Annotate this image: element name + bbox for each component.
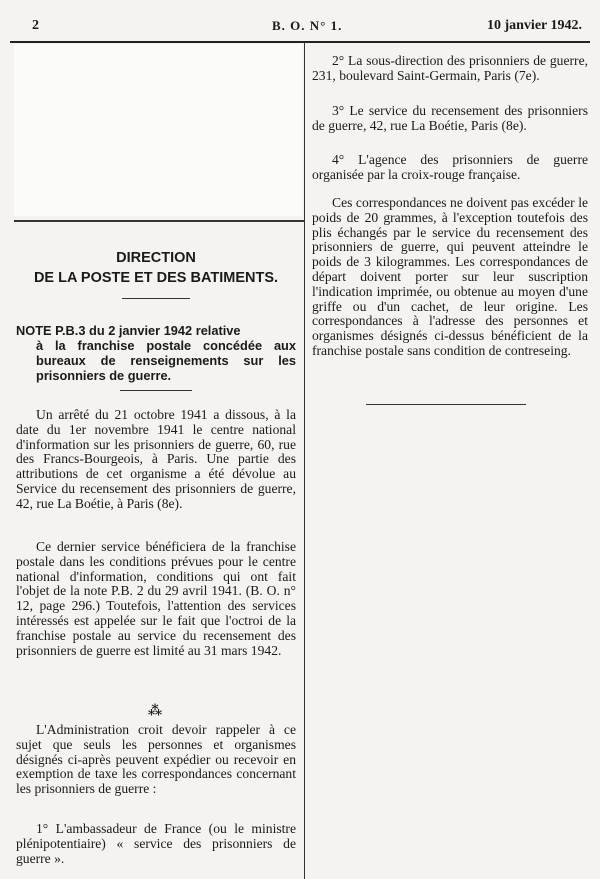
direction-heading-line2: DE LA POSTE ET DES BATIMENTS. <box>33 270 279 286</box>
column-divider <box>304 42 305 879</box>
list-item-4-text: 4° L'agence des prisonniers de guerre organisée par la croix-rouge française. <box>312 152 588 182</box>
note-rule <box>120 390 192 391</box>
end-rule <box>366 404 526 405</box>
publication-title: B. O. N° 1. <box>272 18 343 33</box>
paragraph-3 <box>16 723 296 797</box>
issue-date: 10 janvier 1942. <box>486 18 582 33</box>
list-item-3-text: 3° Le service du recensement des prisonniers de guerre, 42, rue La Boétie, Paris (8e). <box>312 103 588 133</box>
asterism: ⁂ <box>147 704 165 719</box>
blank-area <box>14 44 302 216</box>
list-item-1-text: 1° L'ambassadeur de France (ou le ministre plénipotentiaire) « service des prisonniers de guerre ». <box>16 821 296 866</box>
direction-heading <box>16 248 296 288</box>
list-item-2 <box>312 54 588 84</box>
heading-rule <box>122 298 190 299</box>
final-paragraph-text: Ces correspondances ne doivent pas excéder le poids de 20 grammes, à l'exception toutefois des plis échangés par le service du recensement des prisonniers de guerre, qui peuvent atteindre le poids de 3 kilogrammes. Les correspondances de départ doivent porter sur leur suscription l'indication imprimée, ou obtenue au moyen d'une griffe ou d'un cachet, de leur origine. Les correspondances à l'adresse des personnes et organismes désignés ci-dessus bénéficient de la franchise postale sans condition de contreseing. <box>312 195 588 358</box>
list-item-2-text: 2° La sous-direction des prisonniers de guerre, 231, boulevard Saint-Germain, Paris (7e). <box>312 53 588 83</box>
paragraph-2-text: Ce dernier service bénéficiera de la franchise postale dans les conditions prévues pour le centre national d'information, conditions qui ont fait l'objet de la note P.B. 2 du 29 avril 1941. (B. O. n° 12, page 296.) Toutefois, l'attention des services intéressés est appelée sur le fait que l'octroi de la franchise postale au service du recensement des prisonniers de guerre est limité au 31 mars 1942. <box>16 539 296 658</box>
list-item-1 <box>16 822 296 866</box>
note-title-rest: à la franchise postale concédée aux bureaux de renseignements sur les prisonniers de guerre. <box>36 338 296 383</box>
paragraph-3-text: L'Administration croit devoir rappeler à ce sujet que seuls les personnes et organismes désignés ci-après peuvent expédier ou recevoir en exemption de taxe les correspondances concernant les prisonniers de guerre : <box>16 722 296 797</box>
section-rule <box>14 220 304 222</box>
note-title-first: NOTE P.B.3 du 2 janvier 1942 relative <box>16 323 241 338</box>
list-item-4 <box>312 153 588 183</box>
header-rule <box>10 41 590 43</box>
list-item-3 <box>312 104 588 134</box>
direction-heading-line1: DIRECTION <box>116 250 196 266</box>
final-paragraph <box>312 196 588 359</box>
paragraph-1-text: Un arrêté du 21 octobre 1941 a dissous, à la date du 1er novembre 1941 le centre national d'information sur les prisonniers de guerre, 60, rue des Francs-Bourgeois, à Paris. Une partie des attributions de cet organisme a été dévolue au Service du recensement des prisonniers de guerre, 42, rue La Boétie, à Paris (8e). <box>16 407 296 511</box>
paragraph-1 <box>16 408 296 512</box>
paragraph-2 <box>16 540 296 658</box>
note-title <box>16 323 296 383</box>
page-number: 2 <box>32 18 39 33</box>
page-header <box>10 18 590 38</box>
